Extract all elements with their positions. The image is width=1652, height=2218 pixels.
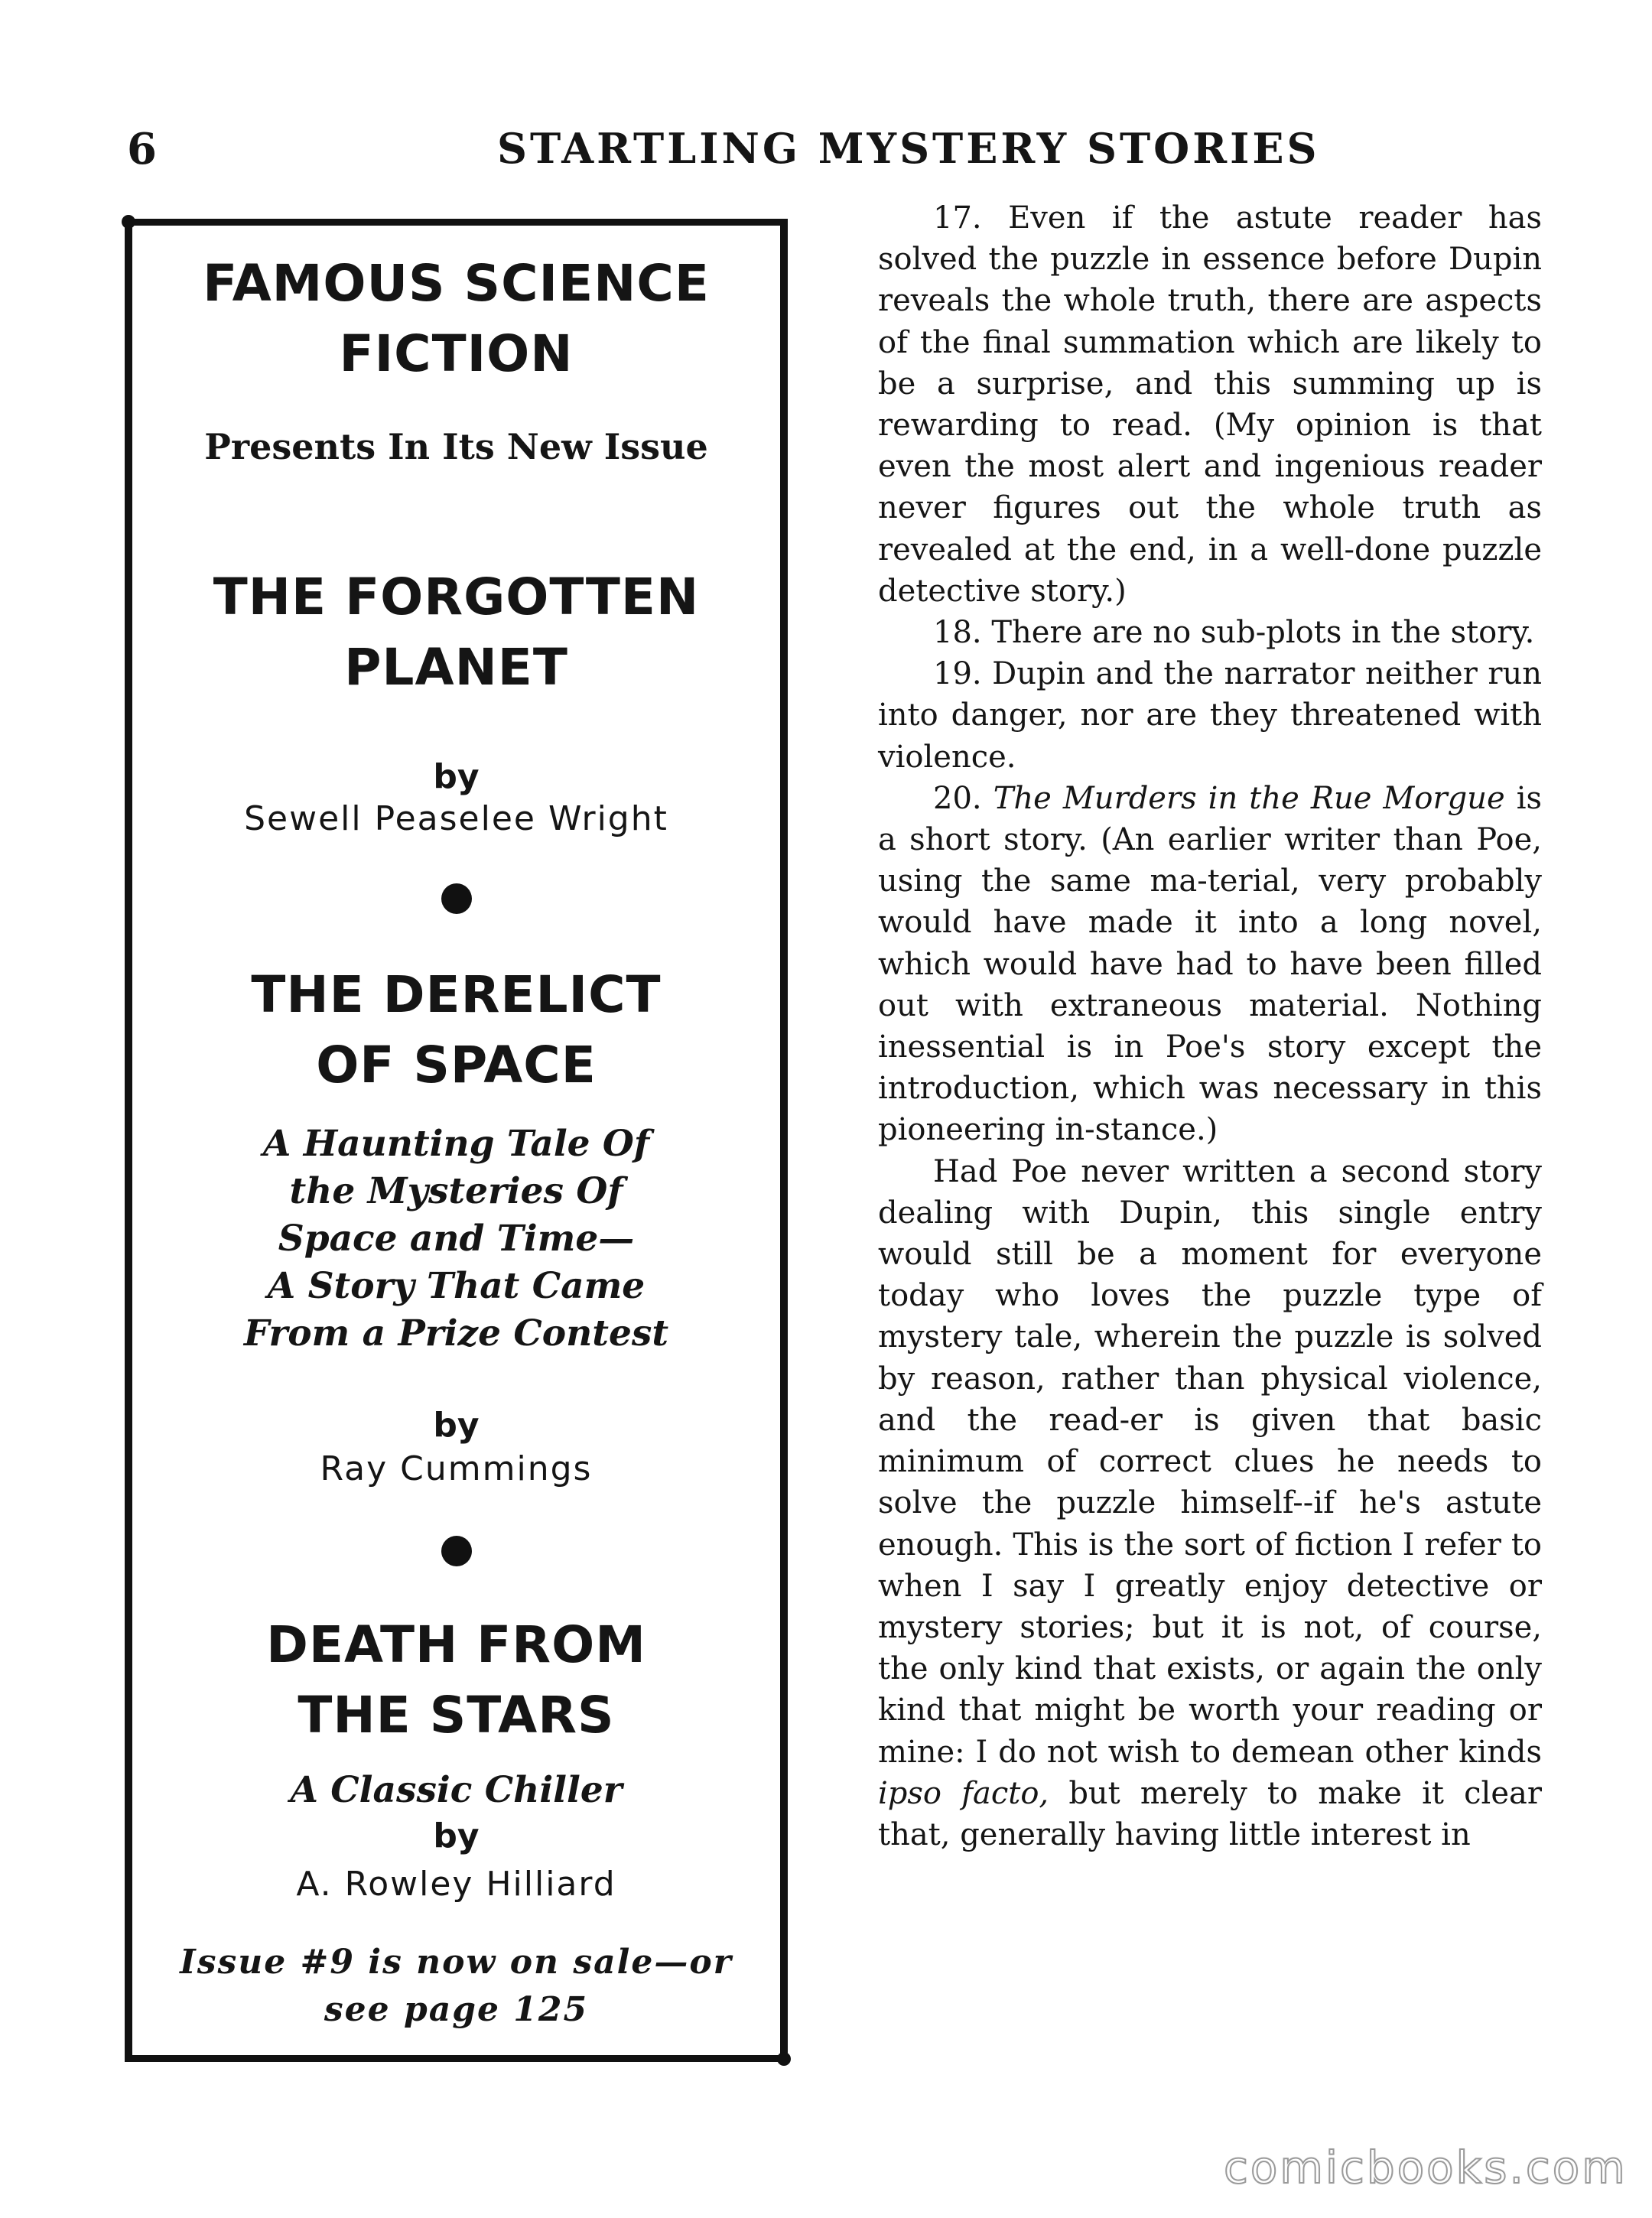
presents-line: Presents In Its New Issue xyxy=(204,426,708,467)
ipso-facto-phrase: ipso facto, xyxy=(878,1775,1049,1811)
story-title-reference: The Murders in the Rue Morgue xyxy=(993,780,1505,816)
on-sale-notice xyxy=(132,1939,780,2034)
article-column xyxy=(878,197,1542,1855)
magazine-title-line: FAMOUS SCIENCE xyxy=(203,254,710,313)
story-tagline-line: the Mysteries Of xyxy=(289,1170,623,1212)
story-byline: by xyxy=(433,757,480,796)
story-tagline-line: A Story That Came xyxy=(267,1265,646,1307)
on-sale-line: see page 125 xyxy=(324,1990,589,2029)
story-tagline-line: Space and Time— xyxy=(278,1218,635,1260)
running-title: STARTLING MYSTERY STORIES xyxy=(497,124,1320,173)
story-author: A. Rowley Hilliard xyxy=(296,1865,616,1904)
paragraph-closing-end: but merely to make it clear that, generally having little interest in xyxy=(878,1775,1542,1852)
story-author: Sewell Peaselee Wright xyxy=(244,799,668,838)
story-title-line: THE FORGOTTEN xyxy=(213,568,700,626)
story-title-line: PLANET xyxy=(344,638,568,697)
paragraph-18: 18. There are no sub-plots in the story. xyxy=(933,615,1535,651)
story-title xyxy=(132,1610,780,1751)
site-watermark: comicbooks.com xyxy=(1224,2142,1628,2194)
paragraph-20-text: is a short story. (An earlier writer than Poe, using the same ma-terial, very probably would have made it into a long novel, which would have had to have been filled out with extraneous material. Nothing inessential is in Poe's story except the introduction, which was necessary in this pioneering in-stance.) xyxy=(878,780,1543,1148)
story-title-line: THE DERELICT xyxy=(251,965,662,1024)
bullet-separator xyxy=(441,1536,472,1566)
on-sale-line: Issue #9 is now on sale—or xyxy=(180,1943,733,1982)
story-tagline: A Classic Chiller xyxy=(290,1769,623,1811)
story-title xyxy=(132,960,780,1101)
story-title-line: THE STARS xyxy=(298,1686,615,1745)
story-byline: by xyxy=(433,1816,480,1855)
paragraph-19: 19. Dupin and the narrator neither run into danger, nor are they threatened with violence. xyxy=(878,656,1542,775)
story-tagline-line: From a Prize Contest xyxy=(243,1312,669,1355)
page-number: 6 xyxy=(127,124,157,174)
magazine-title-line: FICTION xyxy=(339,324,574,383)
magazine-title xyxy=(132,249,780,389)
paragraph-closing-text: Had Poe never written a second story dealing with Dupin, this single entry would still be a moment for everyone today who loves the puzzle type of mystery tale, wherein the puzzle is solved by reason, rather than physical violence, and the read-er is given that basic minimum of correct clues he needs to solve the puzzle himself--if he's astute enough. This is the sort of fiction I refer to when I say I greatly enjoy detective or mystery stories; but it is not, of course, the only kind that exists, or again the only kind that might be worth your reading or mine: I do not wish to demean other kinds xyxy=(878,1153,1542,1770)
story-title xyxy=(132,562,780,703)
paragraph-closing xyxy=(878,1151,1542,1855)
story-title-line: DEATH FROM xyxy=(266,1615,646,1674)
advertisement-box xyxy=(125,219,788,2062)
story-title-line: OF SPACE xyxy=(316,1036,597,1094)
bullet-separator xyxy=(441,883,472,914)
paragraph-17: 17. Even if the astute reader has solved the puzzle in essence before Dupin reveals the whole truth, there are aspects of the final summation which are likely to be a surprise, and this summing up is rewarding to read. (My opinion is that even the most alert and ingenious reader never figures out the whole truth as revealed at the end, in a well-done puzzle detective story.) xyxy=(878,200,1542,609)
story-author: Ray Cummings xyxy=(320,1449,593,1488)
paragraph-20-number: 20. xyxy=(933,780,982,816)
story-byline: by xyxy=(433,1406,480,1445)
paragraph-20 xyxy=(878,778,1542,1151)
story-tagline-line: A Haunting Tale Of xyxy=(262,1123,650,1165)
story-tagline xyxy=(132,1120,780,1358)
